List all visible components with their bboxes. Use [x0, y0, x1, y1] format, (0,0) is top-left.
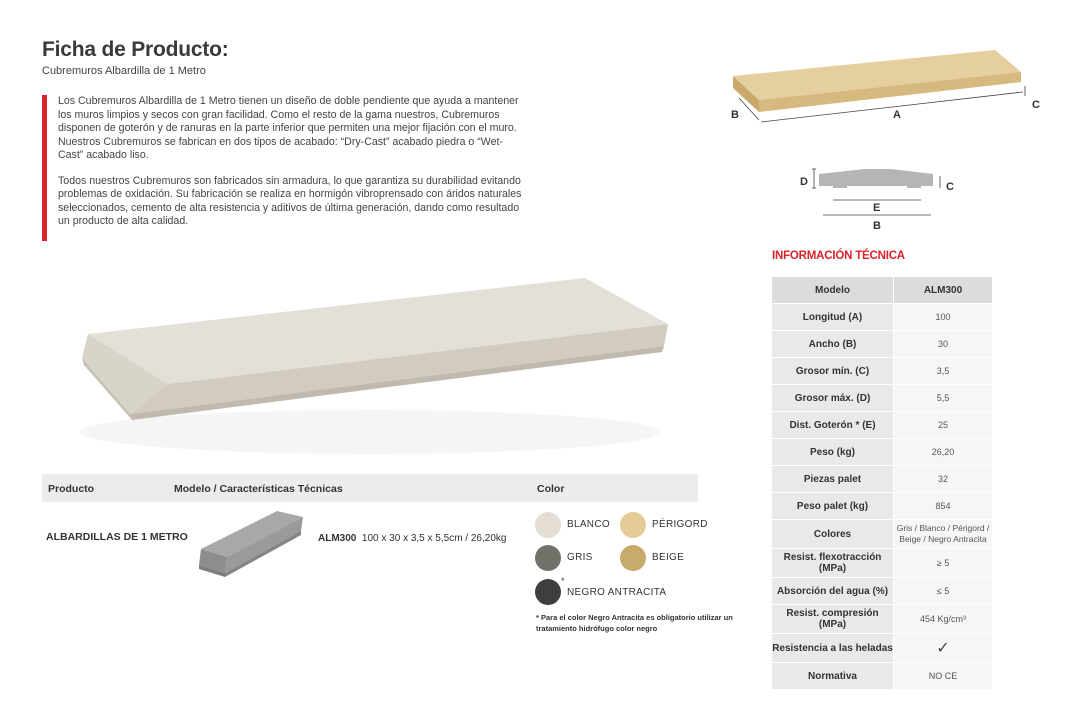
asterisk-mark: *	[561, 576, 565, 586]
header-model: Modelo / Características Técnicas	[174, 483, 343, 495]
dimension-diagram-3d	[725, 44, 1045, 130]
product-model	[318, 533, 506, 544]
tech-label: Resist. compresión (MPa)	[772, 605, 893, 633]
model-code: ALM300	[318, 533, 357, 544]
tech-value: ALM300	[893, 277, 992, 303]
tech-label: Longitud (A)	[772, 304, 893, 330]
tech-label: Grosor mín. (C)	[772, 358, 893, 384]
description-paragraph-2: Todos nuestros Cubremuros son fabricados sin armadura, lo que garantiza su durabilidad evitando problemas de oxidación. Su fabricación se realiza en hormigón vibroprensado con áridos naturales seleccionados, cemento de alta resistencia y aditivos de última generación, dando como resultado un producto de alta calidad.	[58, 174, 522, 227]
product-table-header	[42, 474, 698, 502]
color-label-gris: GRIS	[567, 552, 593, 563]
color-label-beige: BEIGE	[652, 552, 685, 563]
tech-value: ≥ 5	[893, 549, 992, 577]
tech-label: Grosor máx. (D)	[772, 385, 893, 411]
color-label-negro-antracita: NEGRO ANTRACITA	[567, 587, 667, 598]
tech-value: Gris / Blanco / Périgord / Beige / Negro Antracita	[893, 520, 992, 548]
tech-label: Normativa	[772, 663, 893, 689]
tech-row-compresion	[772, 605, 992, 634]
tech-row-grosor-max	[772, 385, 992, 412]
label-c-3d: C	[1032, 99, 1040, 111]
label-d: D	[800, 176, 808, 188]
page-subtitle: Cubremuros Albardilla de 1 Metro	[42, 65, 206, 77]
tech-value: 854	[893, 493, 992, 519]
label-b-3d: B	[731, 109, 739, 121]
header-color: Color	[537, 483, 565, 495]
tech-row-grosor-min	[772, 358, 992, 385]
product-description	[42, 95, 528, 241]
tech-row-piezas-palet	[772, 466, 992, 493]
tech-label: Modelo	[772, 277, 893, 303]
tech-label: Piezas palet	[772, 466, 893, 492]
tech-row-longitud	[772, 304, 992, 331]
header-product: Producto	[48, 483, 95, 495]
tech-value: 3,5	[893, 358, 992, 384]
swatch-gris	[535, 545, 561, 571]
product-hero-image	[70, 262, 680, 462]
tech-value: 100	[893, 304, 992, 330]
tech-row-ancho	[772, 331, 992, 358]
swatch-blanco	[535, 512, 561, 538]
description-paragraph-1: Los Cubremuros Albardilla de 1 Metro tienen un diseño de doble pendiente que ayuda a mantener los muros limpios y secos con gran facilidad. Como el resto de la gama nuestros, Cubremuros disponen de goterón y de ranuras en la parte inferior que permiten una mejor fijación con el muro. Nuestros Cubremuros se fabrican en dos tipos de acabado: “Dry-Cast” acabado piedra o “Wet-Cast” acabado liso.	[58, 95, 519, 161]
tech-info-table	[772, 277, 992, 690]
tech-row-goteron	[772, 412, 992, 439]
tech-value: 454 Kg/cm³	[893, 605, 992, 633]
tech-label: Dist. Goterón * (E)	[772, 412, 893, 438]
section-shape	[819, 169, 933, 188]
label-c-section: C	[946, 181, 954, 193]
tech-value: NO CE	[893, 663, 992, 689]
tech-value: 26,20	[893, 439, 992, 465]
tech-value: 5,5	[893, 385, 992, 411]
tech-row-flexotraccion	[772, 549, 992, 578]
tech-value: 32	[893, 466, 992, 492]
color-label-blanco: BLANCO	[567, 519, 610, 530]
tech-row-normativa	[772, 663, 992, 690]
swatch-negro-antracita	[535, 579, 561, 605]
tech-label: Colores	[772, 520, 893, 548]
model-specs: 100 x 30 x 3,5 x 5,5cm / 26,20kg	[361, 533, 507, 544]
swatch-beige	[620, 545, 646, 571]
tech-value: 30	[893, 331, 992, 357]
tech-row-heladas	[772, 634, 992, 663]
tech-label: Peso (kg)	[772, 439, 893, 465]
label-b-section: B	[873, 220, 881, 232]
tech-value: ≤ 5	[893, 578, 992, 604]
cross-section-diagram	[795, 164, 965, 234]
tech-label: Ancho (B)	[772, 331, 893, 357]
product-thumbnail	[195, 505, 307, 583]
tech-row-colores	[772, 520, 992, 549]
tech-value: 25	[893, 412, 992, 438]
tech-info-title: INFORMACIÓN TÉCNICA	[772, 250, 905, 262]
tech-label: Resist. flexotracción (MPa)	[772, 549, 893, 577]
swatch-perigord	[620, 512, 646, 538]
tech-row-peso	[772, 439, 992, 466]
check-icon: ✓	[893, 634, 992, 662]
product-name: ALBARDILLAS DE 1 METRO	[46, 531, 188, 543]
color-footnote: * Para el color Negro Antracita es obligatorio utilizar un tratamiento hidrófugo color negro	[536, 613, 733, 633]
tech-row-peso-palet	[772, 493, 992, 520]
color-label-perigord: PÉRIGORD	[652, 519, 708, 530]
tech-label: Resistencia a las heladas	[772, 634, 893, 662]
label-a-3d: A	[893, 109, 901, 121]
tech-row-absorcion	[772, 578, 992, 605]
tech-row-modelo	[772, 277, 992, 304]
page-title: Ficha de Producto:	[42, 38, 229, 61]
tech-label: Peso palet (kg)	[772, 493, 893, 519]
tech-label: Absorción del agua (%)	[772, 578, 893, 604]
label-e: E	[873, 202, 881, 214]
